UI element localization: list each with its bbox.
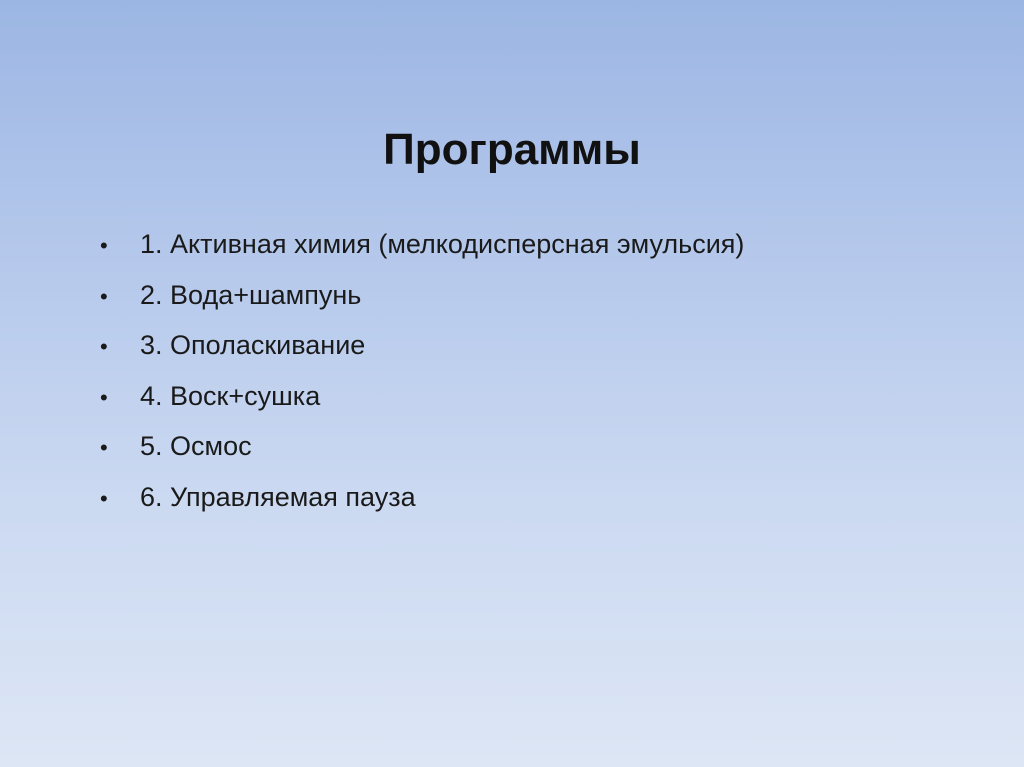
list-item-text: 4. Воск+сушка <box>140 380 321 411</box>
list-item-text: 5. Осмос <box>140 431 252 461</box>
bullet-icon: • <box>100 233 108 258</box>
slide-title: Программы <box>383 125 641 174</box>
list-item-text: 2. Вода+шампунь <box>140 279 362 310</box>
bullet-icon: • <box>100 435 108 460</box>
list-item-text: 6. Управляемая пауза <box>140 481 416 512</box>
list-item <box>100 321 744 372</box>
list-item <box>100 372 744 423</box>
list-item <box>100 422 744 473</box>
program-list <box>100 220 744 523</box>
list-item <box>100 271 744 322</box>
list-item <box>100 473 744 524</box>
list-item-text: 1. Активная химия (мелкодисперсная эмульсия) <box>140 229 745 259</box>
bullet-icon: • <box>100 283 108 309</box>
list-item-text: 3. Ополаскивание <box>140 330 366 360</box>
bullet-icon: • <box>100 485 108 511</box>
bullet-icon: • <box>100 384 108 410</box>
bullet-icon: • <box>100 334 108 359</box>
list-item <box>100 220 744 271</box>
